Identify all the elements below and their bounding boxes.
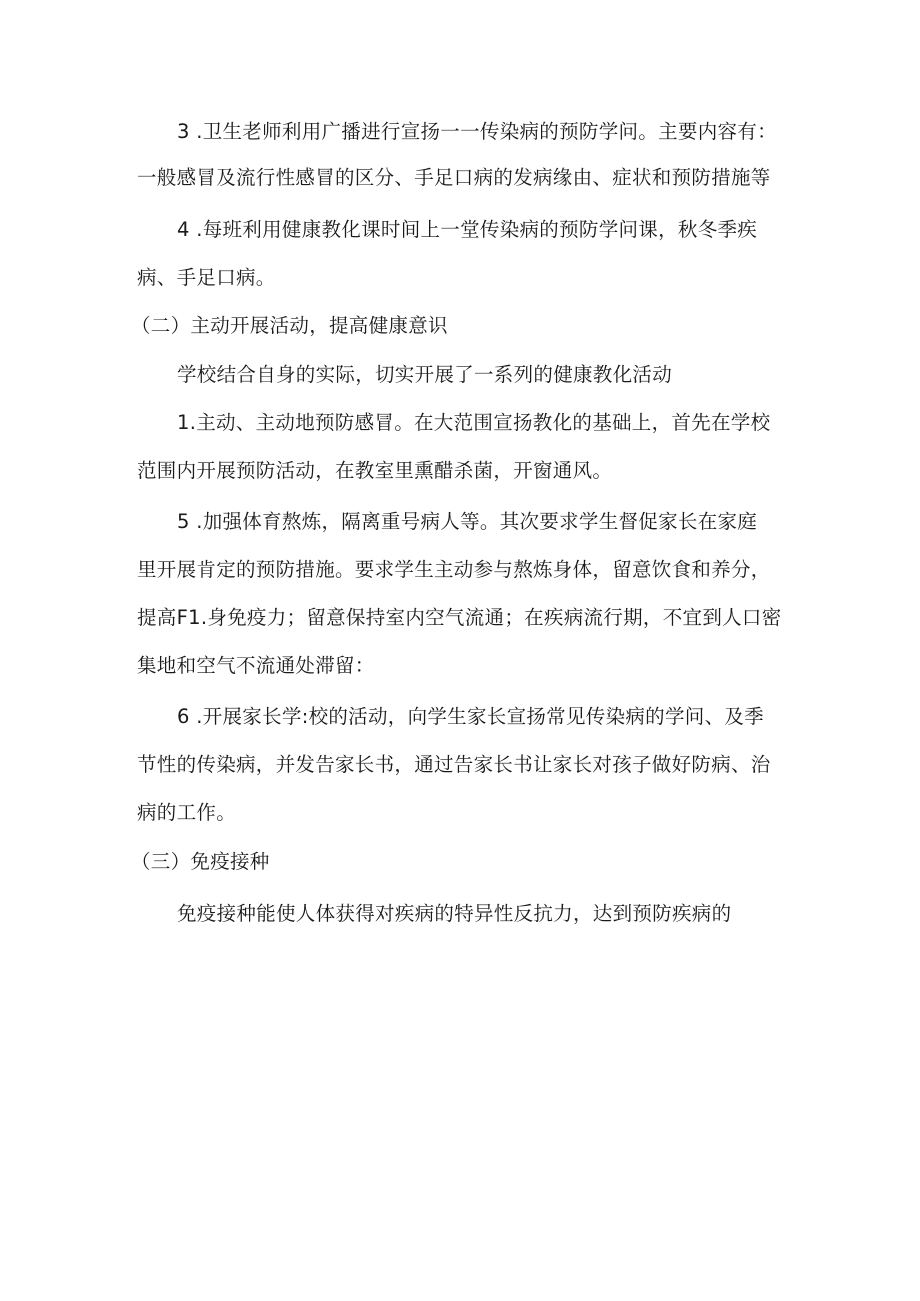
paragraph-3-line-2: 一般感冒及流行性感冒的区分、手足口病的发病缘由、症状和预防措施等	[137, 166, 771, 189]
paragraph-4-line-1: 4 .每班利用健康教化课时间上一堂传染病的预防学问课，秋冬季疾	[177, 218, 758, 241]
paragraph-3-line-1: 3 .卫生老师利用广播进行宣扬一一传染病的预防学问。主要内容有：	[177, 120, 777, 143]
section-heading-2: （二）主动开展活动，提高健康意识	[131, 314, 448, 337]
paragraph-5-line-3: 提高F1.身免疫力；留意保持室内空气流通；在疾病流行期，不宜到人口密	[137, 606, 782, 629]
paragraph-5-line-4: 集地和空气不流通处滞留：	[137, 654, 375, 677]
paragraph-5-line-1: 5 .加强体育熬炼，隔离重号病人等。其次要求学生督促家长在家庭	[177, 510, 758, 533]
paragraph-4-line-2: 病、手足口病。	[137, 266, 276, 289]
section-3-intro: 免疫接种能使人体获得对疾病的特异性反抗力，达到预防疾病的	[177, 902, 732, 925]
paragraph-5-line-2: 里开展肯定的预防措施。要求学生主动参与熬炼身体，留意饮食和养分，	[137, 558, 771, 581]
paragraph-1-line-1: 1.主动、主动地预防感冒。在大范围宣扬教化的基础上，首先在学校	[177, 411, 771, 434]
section-2-intro: 学校结合自身的实际，切实开展了一系列的健康教化活动	[177, 363, 673, 386]
paragraph-1-line-2: 范围内开展预防活动，在教室里熏醋杀菌，开窗通风。	[137, 459, 613, 482]
paragraph-6-line-3: 病的工作。	[137, 801, 237, 824]
paragraph-6-line-2: 节性的传染病，并发告家长书，通过告家长书让家长对孩子做好防病、治	[137, 753, 771, 776]
paragraph-6-line-1: 6 .开展家长学:校的活动，向学生家长宣扬常见传染病的学问、及季	[177, 705, 764, 728]
section-heading-3: （三）免疫接种	[131, 850, 270, 873]
